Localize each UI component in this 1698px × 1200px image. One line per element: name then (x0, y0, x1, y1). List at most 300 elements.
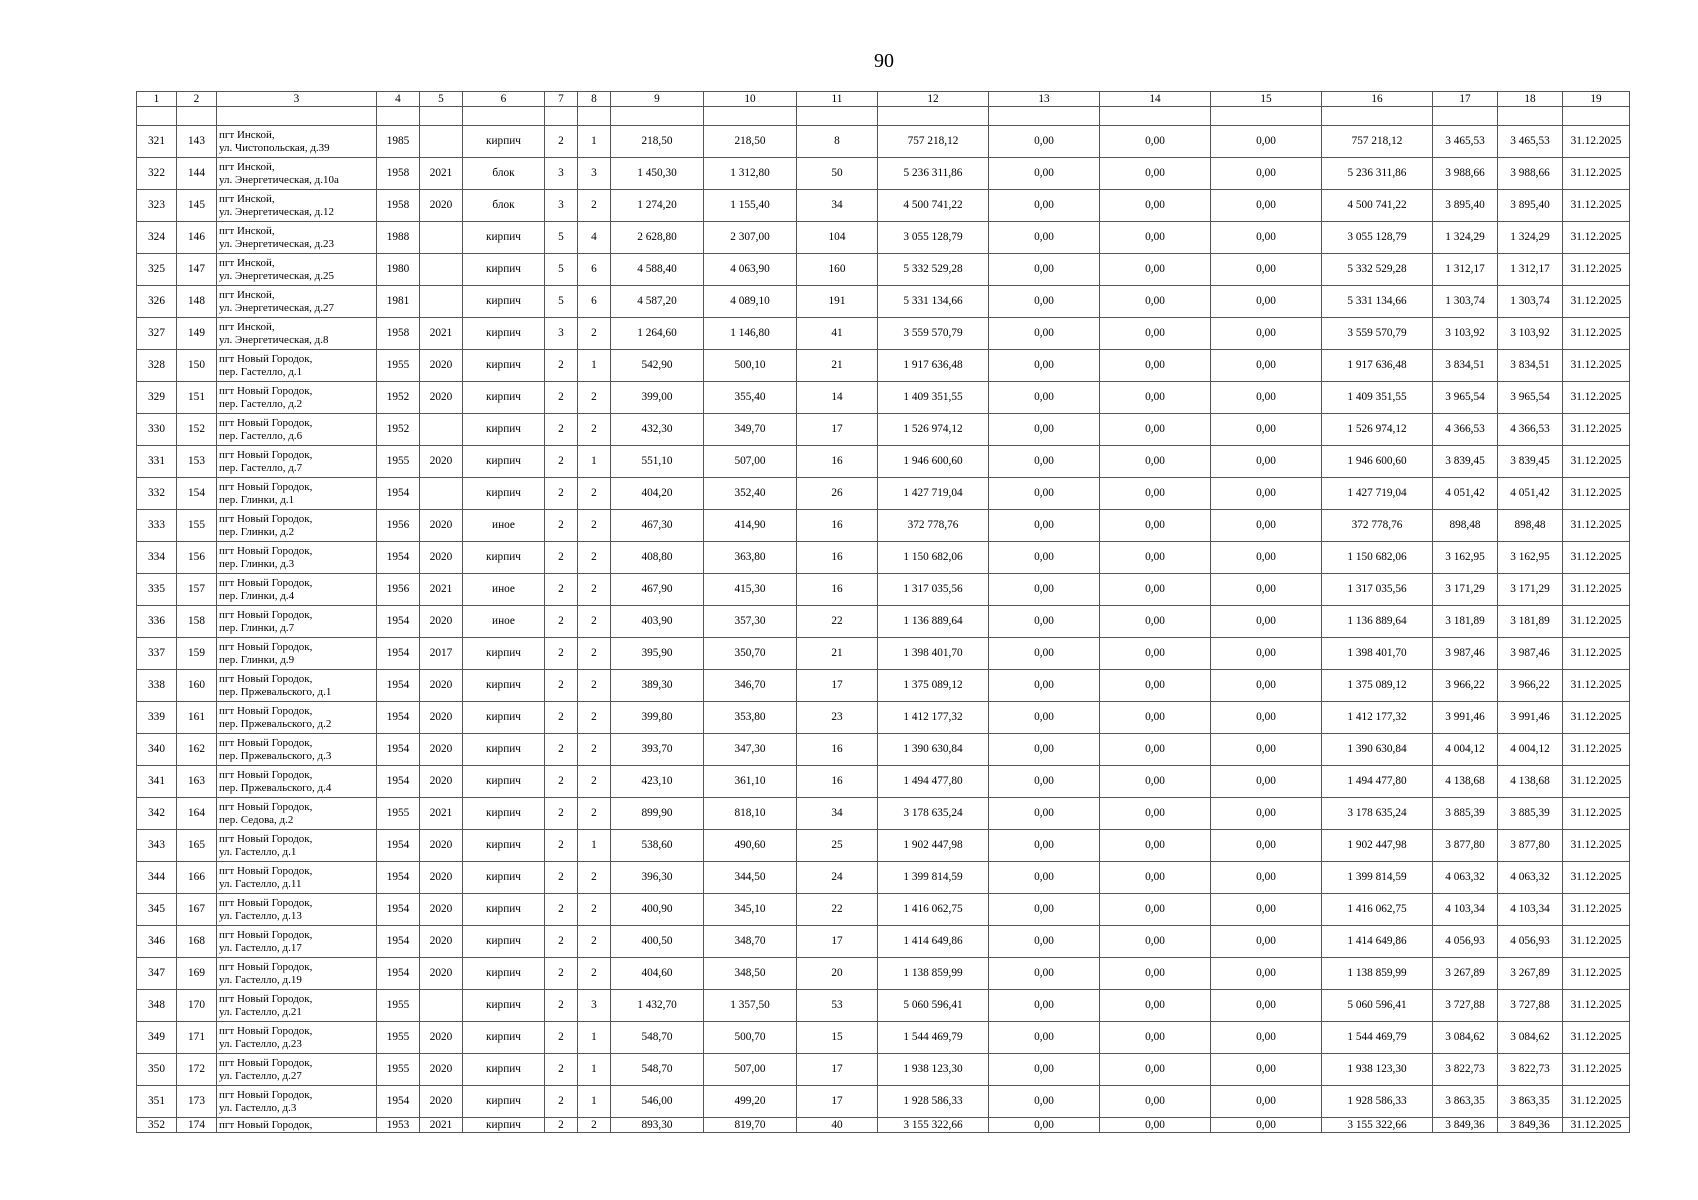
cell-n: 336 (137, 606, 177, 638)
cell-s1: 548,70 (611, 1054, 704, 1086)
cell-n: 351 (137, 1086, 177, 1118)
cell-y1: 1981 (377, 286, 420, 318)
cell-c17: 3 885,39 (1433, 798, 1498, 830)
column-header: 16 (1322, 92, 1433, 107)
address-locality: пгт Новый Городок, (219, 576, 313, 589)
address-locality: пгт Новый Городок, (219, 480, 313, 493)
cell-c14: 0,00 (1100, 606, 1211, 638)
cell-c16: 1 902 447,98 (1322, 830, 1433, 862)
cell-c12: 1 427 719,04 (878, 478, 989, 510)
cell-n: 335 (137, 574, 177, 606)
cell-c12: 1 136 889,64 (878, 606, 989, 638)
address-cell (217, 190, 377, 222)
address-locality: пгт Новый Городок, (219, 992, 313, 1005)
cell-f: 3 (545, 158, 578, 190)
address-locality: пгт Новый Городок, (219, 704, 313, 717)
cell-s2: 819,70 (704, 1118, 797, 1133)
cell-y1: 1985 (377, 126, 420, 158)
cell-m: кирпич (463, 222, 545, 254)
address-cell (217, 382, 377, 414)
table-row (137, 414, 1630, 446)
address-street: ул. Энергетическая, д.27 (219, 301, 335, 314)
cell-n: 333 (137, 510, 177, 542)
spacer-cell (578, 107, 611, 126)
spacer-cell (420, 107, 463, 126)
cell-s1: 899,90 (611, 798, 704, 830)
cell-y2: 2020 (420, 766, 463, 798)
cell-c16: 3 055 128,79 (1322, 222, 1433, 254)
table-row (137, 382, 1630, 414)
cell-c13: 0,00 (989, 190, 1100, 222)
cell-s1: 2 628,80 (611, 222, 704, 254)
cell-k: 166 (177, 862, 217, 894)
cell-k: 146 (177, 222, 217, 254)
cell-c15: 0,00 (1211, 574, 1322, 606)
cell-e: 2 (578, 190, 611, 222)
address-cell (217, 126, 377, 158)
cell-f: 2 (545, 702, 578, 734)
cell-c14: 0,00 (1100, 766, 1211, 798)
cell-c18: 4 004,12 (1498, 734, 1563, 766)
cell-c15: 0,00 (1211, 478, 1322, 510)
address-locality: пгт Новый Городок, (219, 448, 313, 461)
cell-c18: 3 103,92 (1498, 318, 1563, 350)
address-locality: пгт Новый Городок, (219, 896, 313, 909)
cell-c18: 3 988,66 (1498, 158, 1563, 190)
cell-s2: 361,10 (704, 766, 797, 798)
cell-e: 2 (578, 670, 611, 702)
spacer-cell (177, 107, 217, 126)
cell-f: 2 (545, 414, 578, 446)
cell-c17: 3 181,89 (1433, 606, 1498, 638)
cell-s2: 348,70 (704, 926, 797, 958)
spacer-cell (1563, 107, 1630, 126)
cell-c17: 3 465,53 (1433, 126, 1498, 158)
cell-e: 3 (578, 158, 611, 190)
cell-y2: 2020 (420, 542, 463, 574)
cell-c17: 3 877,80 (1433, 830, 1498, 862)
cell-y2: 2020 (420, 190, 463, 222)
address-street: ул. Гастелло, д.3 (219, 1101, 297, 1114)
cell-y1: 1958 (377, 318, 420, 350)
cell-c12: 1 409 351,55 (878, 382, 989, 414)
cell-c12: 757 218,12 (878, 126, 989, 158)
address-street: ул. Гастелло, д.19 (219, 973, 302, 986)
cell-s2: 1 155,40 (704, 190, 797, 222)
cell-c16: 1 427 719,04 (1322, 478, 1433, 510)
cell-c14: 0,00 (1100, 222, 1211, 254)
cell-s2: 349,70 (704, 414, 797, 446)
cell-c15: 0,00 (1211, 606, 1322, 638)
cell-y1: 1955 (377, 350, 420, 382)
cell-d: 31.12.2025 (1563, 414, 1630, 446)
table-row (137, 1022, 1630, 1054)
cell-c16: 1 946 600,60 (1322, 446, 1433, 478)
address-street: ул. Энергетическая, д.12 (219, 205, 335, 218)
cell-s1: 393,70 (611, 734, 704, 766)
address-locality: пгт Новый Городок, (219, 1118, 313, 1131)
address-cell (217, 574, 377, 606)
cell-c14: 0,00 (1100, 414, 1211, 446)
cell-c14: 0,00 (1100, 734, 1211, 766)
cell-s2: 1 357,50 (704, 990, 797, 1022)
spacer-cell (377, 107, 420, 126)
cell-p: 22 (797, 894, 878, 926)
cell-k: 150 (177, 350, 217, 382)
cell-c14: 0,00 (1100, 126, 1211, 158)
cell-f: 2 (545, 542, 578, 574)
cell-c18: 4 366,53 (1498, 414, 1563, 446)
cell-c18: 3 267,89 (1498, 958, 1563, 990)
cell-c17: 3 849,36 (1433, 1118, 1498, 1133)
cell-m: кирпич (463, 126, 545, 158)
cell-n: 325 (137, 254, 177, 286)
cell-p: 15 (797, 1022, 878, 1054)
cell-k: 148 (177, 286, 217, 318)
cell-k: 149 (177, 318, 217, 350)
cell-s2: 218,50 (704, 126, 797, 158)
cell-n: 347 (137, 958, 177, 990)
address-locality: пгт Новый Городок, (219, 864, 313, 877)
cell-s2: 818,10 (704, 798, 797, 830)
cell-c13: 0,00 (989, 958, 1100, 990)
cell-c18: 3 162,95 (1498, 542, 1563, 574)
cell-d: 31.12.2025 (1563, 222, 1630, 254)
cell-m: кирпич (463, 350, 545, 382)
cell-c17: 4 366,53 (1433, 414, 1498, 446)
cell-m: блок (463, 190, 545, 222)
cell-s2: 355,40 (704, 382, 797, 414)
cell-f: 2 (545, 1086, 578, 1118)
cell-s1: 1 264,60 (611, 318, 704, 350)
cell-d: 31.12.2025 (1563, 798, 1630, 830)
cell-s1: 467,30 (611, 510, 704, 542)
table-row (137, 894, 1630, 926)
cell-m: иное (463, 574, 545, 606)
cell-s2: 490,60 (704, 830, 797, 862)
cell-y2 (420, 414, 463, 446)
cell-y1: 1954 (377, 862, 420, 894)
cell-s1: 551,10 (611, 446, 704, 478)
cell-f: 2 (545, 926, 578, 958)
address-cell (217, 830, 377, 862)
cell-c13: 0,00 (989, 798, 1100, 830)
address-cell (217, 990, 377, 1022)
cell-d: 31.12.2025 (1563, 734, 1630, 766)
cell-f: 2 (545, 510, 578, 542)
cell-s1: 1 432,70 (611, 990, 704, 1022)
cell-n: 324 (137, 222, 177, 254)
cell-s2: 345,10 (704, 894, 797, 926)
address-cell (217, 318, 377, 350)
cell-c13: 0,00 (989, 830, 1100, 862)
cell-d: 31.12.2025 (1563, 702, 1630, 734)
cell-c12: 5 332 529,28 (878, 254, 989, 286)
cell-k: 144 (177, 158, 217, 190)
cell-c16: 1 375 089,12 (1322, 670, 1433, 702)
cell-c18: 4 138,68 (1498, 766, 1563, 798)
cell-d: 31.12.2025 (1563, 894, 1630, 926)
cell-p: 17 (797, 1086, 878, 1118)
cell-m: кирпич (463, 894, 545, 926)
cell-s2: 346,70 (704, 670, 797, 702)
cell-m: кирпич (463, 446, 545, 478)
cell-p: 21 (797, 638, 878, 670)
cell-d: 31.12.2025 (1563, 638, 1630, 670)
cell-c16: 1 138 859,99 (1322, 958, 1433, 990)
cell-m: кирпич (463, 1022, 545, 1054)
address-locality: пгт Новый Городок, (219, 832, 313, 845)
cell-c16: 1 544 469,79 (1322, 1022, 1433, 1054)
cell-p: 25 (797, 830, 878, 862)
cell-d: 31.12.2025 (1563, 190, 1630, 222)
address-locality: пгт Новый Городок, (219, 640, 313, 653)
cell-c18: 3 965,54 (1498, 382, 1563, 414)
cell-p: 16 (797, 510, 878, 542)
cell-c18: 4 051,42 (1498, 478, 1563, 510)
cell-c14: 0,00 (1100, 478, 1211, 510)
table-header (137, 92, 1630, 126)
cell-d: 31.12.2025 (1563, 606, 1630, 638)
cell-c12: 1 946 600,60 (878, 446, 989, 478)
cell-c18: 898,48 (1498, 510, 1563, 542)
cell-c14: 0,00 (1100, 958, 1211, 990)
cell-f: 2 (545, 1118, 578, 1133)
cell-c18: 3 895,40 (1498, 190, 1563, 222)
cell-c15: 0,00 (1211, 734, 1322, 766)
address-cell (217, 1086, 377, 1118)
spacer-cell (704, 107, 797, 126)
cell-s2: 357,30 (704, 606, 797, 638)
cell-c16: 3 155 322,66 (1322, 1118, 1433, 1133)
cell-n: 344 (137, 862, 177, 894)
cell-n: 327 (137, 318, 177, 350)
cell-c18: 4 063,32 (1498, 862, 1563, 894)
cell-c14: 0,00 (1100, 254, 1211, 286)
cell-c17: 3 084,62 (1433, 1022, 1498, 1054)
cell-n: 334 (137, 542, 177, 574)
cell-y2 (420, 254, 463, 286)
cell-y2: 2021 (420, 158, 463, 190)
cell-n: 331 (137, 446, 177, 478)
cell-c18: 3 171,29 (1498, 574, 1563, 606)
column-header: 17 (1433, 92, 1498, 107)
cell-c14: 0,00 (1100, 862, 1211, 894)
cell-m: кирпич (463, 286, 545, 318)
cell-y2: 2021 (420, 1118, 463, 1133)
cell-n: 332 (137, 478, 177, 510)
cell-s1: 404,60 (611, 958, 704, 990)
cell-c18: 3 839,45 (1498, 446, 1563, 478)
cell-y1: 1952 (377, 382, 420, 414)
cell-y1: 1954 (377, 958, 420, 990)
cell-f: 2 (545, 478, 578, 510)
cell-c18: 3 822,73 (1498, 1054, 1563, 1086)
cell-e: 6 (578, 254, 611, 286)
cell-m: кирпич (463, 830, 545, 862)
cell-c17: 3 822,73 (1433, 1054, 1498, 1086)
cell-c17: 3 895,40 (1433, 190, 1498, 222)
cell-c13: 0,00 (989, 446, 1100, 478)
cell-k: 164 (177, 798, 217, 830)
cell-e: 2 (578, 414, 611, 446)
cell-c12: 1 494 477,80 (878, 766, 989, 798)
cell-e: 6 (578, 286, 611, 318)
cell-d: 31.12.2025 (1563, 350, 1630, 382)
cell-c16: 1 150 682,06 (1322, 542, 1433, 574)
cell-c17: 3 834,51 (1433, 350, 1498, 382)
cell-c12: 1 138 859,99 (878, 958, 989, 990)
cell-f: 2 (545, 670, 578, 702)
cell-c12: 1 317 035,56 (878, 574, 989, 606)
address-cell (217, 734, 377, 766)
column-header: 12 (878, 92, 989, 107)
address-street: пер. Седова, д.2 (219, 813, 294, 826)
cell-p: 16 (797, 446, 878, 478)
address-street: ул. Гастелло, д.11 (219, 877, 302, 890)
cell-y1: 1954 (377, 702, 420, 734)
cell-c13: 0,00 (989, 222, 1100, 254)
cell-c12: 1 150 682,06 (878, 542, 989, 574)
cell-c13: 0,00 (989, 542, 1100, 574)
cell-c18: 3 084,62 (1498, 1022, 1563, 1054)
cell-e: 1 (578, 1086, 611, 1118)
address-locality: пгт Новый Городок, (219, 1088, 313, 1101)
cell-y2: 2020 (420, 446, 463, 478)
cell-e: 2 (578, 766, 611, 798)
cell-k: 160 (177, 670, 217, 702)
cell-s1: 4 587,20 (611, 286, 704, 318)
cell-m: кирпич (463, 638, 545, 670)
address-cell (217, 1118, 377, 1133)
cell-y1: 1956 (377, 510, 420, 542)
address-street: ул. Энергетическая, д.8 (219, 333, 329, 346)
cell-y1: 1954 (377, 542, 420, 574)
column-header: 3 (217, 92, 377, 107)
spacer-cell (545, 107, 578, 126)
header-spacer-row (137, 107, 1630, 126)
column-header: 15 (1211, 92, 1322, 107)
cell-c17: 4 004,12 (1433, 734, 1498, 766)
address-locality: пгт Новый Городок, (219, 544, 313, 557)
cell-f: 5 (545, 254, 578, 286)
cell-c14: 0,00 (1100, 286, 1211, 318)
cell-c18: 3 465,53 (1498, 126, 1563, 158)
column-header: 13 (989, 92, 1100, 107)
spacer-cell (1100, 107, 1211, 126)
cell-s1: 4 588,40 (611, 254, 704, 286)
cell-y2: 2021 (420, 318, 463, 350)
cell-y2: 2020 (420, 958, 463, 990)
cell-s1: 400,90 (611, 894, 704, 926)
cell-e: 4 (578, 222, 611, 254)
cell-c18: 4 056,93 (1498, 926, 1563, 958)
cell-c13: 0,00 (989, 510, 1100, 542)
cell-m: кирпич (463, 1118, 545, 1133)
cell-c13: 0,00 (989, 926, 1100, 958)
cell-y1: 1954 (377, 830, 420, 862)
cell-s1: 389,30 (611, 670, 704, 702)
cell-c12: 1 544 469,79 (878, 1022, 989, 1054)
cell-p: 34 (797, 798, 878, 830)
cell-e: 2 (578, 798, 611, 830)
cell-p: 26 (797, 478, 878, 510)
cell-c18: 3 727,88 (1498, 990, 1563, 1022)
cell-c12: 1 414 649,86 (878, 926, 989, 958)
table-row (137, 222, 1630, 254)
cell-s1: 396,30 (611, 862, 704, 894)
cell-f: 2 (545, 766, 578, 798)
cell-c12: 1 917 636,48 (878, 350, 989, 382)
cell-y2: 2020 (420, 1086, 463, 1118)
table-row (137, 1054, 1630, 1086)
cell-k: 147 (177, 254, 217, 286)
cell-s1: 1 450,30 (611, 158, 704, 190)
spacer-cell (1211, 107, 1322, 126)
cell-c14: 0,00 (1100, 798, 1211, 830)
cell-c16: 5 331 134,66 (1322, 286, 1433, 318)
cell-c14: 0,00 (1100, 830, 1211, 862)
cell-c13: 0,00 (989, 606, 1100, 638)
cell-c15: 0,00 (1211, 862, 1322, 894)
cell-y1: 1955 (377, 446, 420, 478)
cell-m: кирпич (463, 414, 545, 446)
cell-k: 169 (177, 958, 217, 990)
address-street: ул. Гастелло, д.27 (219, 1069, 302, 1082)
cell-c18: 1 303,74 (1498, 286, 1563, 318)
cell-c16: 1 928 586,33 (1322, 1086, 1433, 1118)
cell-y1: 1954 (377, 766, 420, 798)
cell-c16: 5 060 596,41 (1322, 990, 1433, 1022)
address-street: пер. Пржевальского, д.3 (219, 749, 332, 762)
cell-y2: 2021 (420, 798, 463, 830)
table-row (137, 1086, 1630, 1118)
cell-p: 34 (797, 190, 878, 222)
cell-n: 323 (137, 190, 177, 222)
cell-c13: 0,00 (989, 1118, 1100, 1133)
cell-s2: 1 312,80 (704, 158, 797, 190)
cell-c12: 3 559 570,79 (878, 318, 989, 350)
cell-c18: 3 834,51 (1498, 350, 1563, 382)
cell-s1: 538,60 (611, 830, 704, 862)
cell-y2: 2020 (420, 510, 463, 542)
column-header: 18 (1498, 92, 1563, 107)
cell-y1: 1954 (377, 478, 420, 510)
cell-y2: 2020 (420, 926, 463, 958)
spacer-cell (797, 107, 878, 126)
cell-m: блок (463, 158, 545, 190)
address-locality: пгт Новый Городок, (219, 672, 313, 685)
cell-c16: 1 398 401,70 (1322, 638, 1433, 670)
cell-f: 2 (545, 350, 578, 382)
table-row (137, 158, 1630, 190)
cell-c12: 5 331 134,66 (878, 286, 989, 318)
cell-c17: 3 987,46 (1433, 638, 1498, 670)
cell-c18: 3 885,39 (1498, 798, 1563, 830)
address-locality: пгт Новый Городок, (219, 384, 313, 397)
column-header: 8 (578, 92, 611, 107)
cell-c14: 0,00 (1100, 1054, 1211, 1086)
cell-p: 16 (797, 542, 878, 574)
spacer-cell (611, 107, 704, 126)
cell-m: кирпич (463, 478, 545, 510)
cell-y2: 2020 (420, 1054, 463, 1086)
address-locality: пгт Новый Городок, (219, 1056, 313, 1069)
cell-c17: 4 051,42 (1433, 478, 1498, 510)
cell-c14: 0,00 (1100, 382, 1211, 414)
cell-c16: 1 317 035,56 (1322, 574, 1433, 606)
cell-d: 31.12.2025 (1563, 990, 1630, 1022)
